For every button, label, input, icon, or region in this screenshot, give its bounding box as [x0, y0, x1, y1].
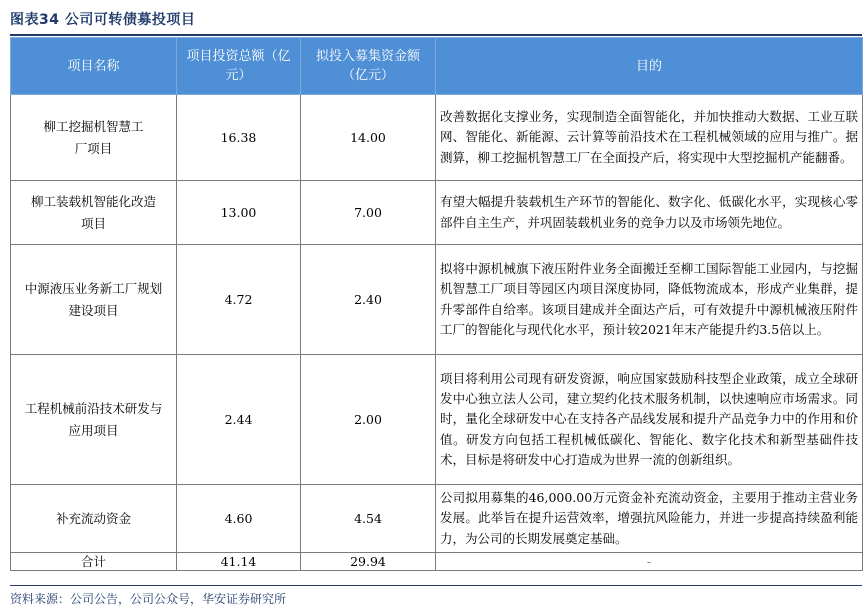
- project-total-investment: 4.60: [177, 485, 301, 553]
- project-total-investment: 16.38: [177, 95, 301, 181]
- title-divider: [10, 34, 862, 36]
- project-name: 工程机械前沿技术研发与应用项目: [11, 355, 177, 485]
- project-purpose: 改善数据化支撑业务，实现制造全面智能化，并加快推动大数据、工业互联网、智能化、新能源、云计算等前沿技术在工程机械领域的应用与推广。据测算，柳工挖掘机智慧工厂在全面投产后，将实现中大型挖掘机产能翻番。: [436, 95, 863, 181]
- project-purpose: 拟将中源机械旗下液压附件业务全面搬迁至柳工国际智能工业园内，与挖掘机智慧工厂项目等园区内项目深度协同，降低物流成本，形成产业集群，提升零部件自给率。该项目建成并全面达产后，可有效提升中源机械液压附件工厂的智能化与现代化水平，预计较2021年末产能提升约3.5倍以上。: [436, 245, 863, 355]
- table-row: [11, 181, 863, 245]
- project-raised-investment: 2.00: [301, 355, 436, 485]
- table-row: [11, 355, 863, 485]
- project-name: 补充流动资金: [11, 485, 177, 553]
- project-raised-investment: 14.00: [301, 95, 436, 181]
- header-purpose: 目的: [436, 38, 863, 95]
- raised-investment-sum: 29.94: [301, 553, 436, 571]
- total-investment-sum: 41.14: [177, 553, 301, 571]
- fundraising-projects-table: [10, 37, 863, 571]
- total-row: [11, 553, 863, 571]
- header-raised-investment: 拟投入募集资金额（亿元）: [301, 38, 436, 95]
- project-name: 柳工挖掘机智慧工厂项目: [11, 95, 177, 181]
- project-total-investment: 4.72: [177, 245, 301, 355]
- figure-title: 图表34 公司可转债募投项目: [10, 12, 196, 28]
- total-purpose-placeholder: -: [436, 553, 863, 571]
- source-divider: [10, 585, 862, 586]
- project-raised-investment: 2.40: [301, 245, 436, 355]
- project-name: 柳工装载机智能化改造项目: [11, 181, 177, 245]
- project-raised-investment: 7.00: [301, 181, 436, 245]
- table-row: [11, 95, 863, 181]
- header-total-investment: 项目投资总额（亿元）: [177, 38, 301, 95]
- total-label: 合计: [11, 553, 177, 571]
- header-project-name: 项目名称: [11, 38, 177, 95]
- table-header-row: [11, 38, 863, 95]
- project-purpose: 有望大幅提升装载机生产环节的智能化、数字化、低碳化水平，实现核心零部件自主生产，并巩固装载机业务的竞争力以及市场领先地位。: [436, 181, 863, 245]
- project-total-investment: 13.00: [177, 181, 301, 245]
- project-name: 中源液压业务新工厂规划建设项目: [11, 245, 177, 355]
- table-row: [11, 485, 863, 553]
- project-purpose: 项目将利用公司现有研发资源，响应国家鼓励科技型企业政策，成立全球研发中心独立法人公司，建立契约化技术服务机制，以快速响应市场需求。同时，量化全球研发中心在支持各产品线发展和提升产品竞争力中的作用和价值。研发方向包括工程机械低碳化、智能化、数字化技术和新型基础件技术，目标是将研发中心打造成为世界一流的创新组织。: [436, 355, 863, 485]
- project-total-investment: 2.44: [177, 355, 301, 485]
- source-note: 资料来源：公司公告，公司公众号，华安证券研究所: [10, 592, 287, 606]
- project-raised-investment: 4.54: [301, 485, 436, 553]
- table-row: [11, 245, 863, 355]
- project-purpose: 公司拟用募集的46,000.00万元资金补充流动资金，主要用于推动主营业务发展。此举旨在提升运营效率，增强抗风险能力，并进一步提高持续盈利能力，为公司的长期发展奠定基础。: [436, 485, 863, 553]
